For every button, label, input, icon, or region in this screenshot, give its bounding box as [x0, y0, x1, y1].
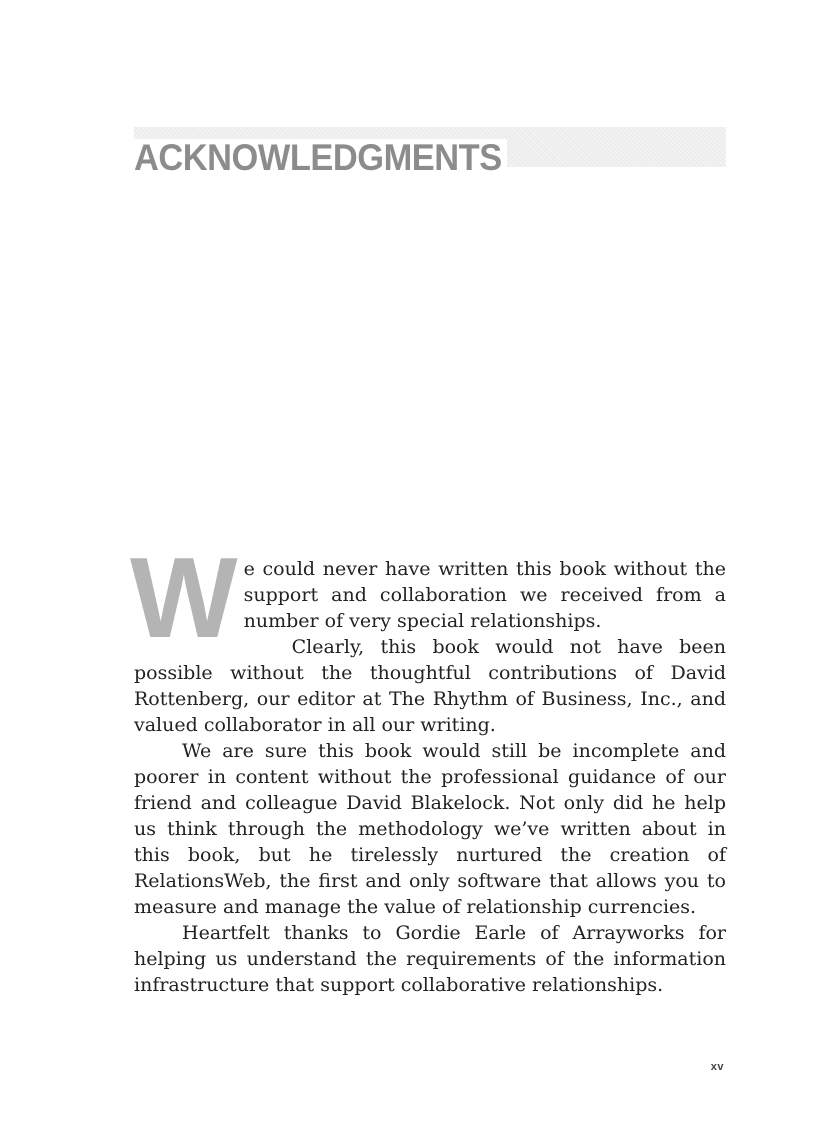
paragraph-2: Clearly, this book would not have been possible without the thoughtful contributions of David Rottenberg, our editor at The Rhythm of Business, Inc., and valued collaborator in all our writing.	[134, 636, 726, 736]
drop-cap: W	[130, 535, 238, 662]
paragraph-3: We are sure this book would still be incomplete and poorer in content without the professional guidance of our friend and colleague David Blakelock. Not only did he help us think through the methodology we’ve written about in this book, but he tirelessly nurtured the creation of RelationsWeb, the first and only software that allows you to measure and manage the value of relationship currencies.	[134, 740, 726, 918]
paragraph-1-text: e could never have written this book without the support and collaboration we received from a number of very special relationships.	[243, 558, 726, 632]
body-text	[130, 535, 726, 998]
paragraph-1	[130, 535, 726, 662]
page-title: ACKNOWLEDGMENTS	[134, 139, 507, 176]
paragraph-4: Heartfelt thanks to Gordie Earle of Arrayworks for helping us understand the requirements of the information infrastructure that support collaborative relationships.	[134, 922, 726, 996]
page-number: xv	[710, 1061, 724, 1073]
